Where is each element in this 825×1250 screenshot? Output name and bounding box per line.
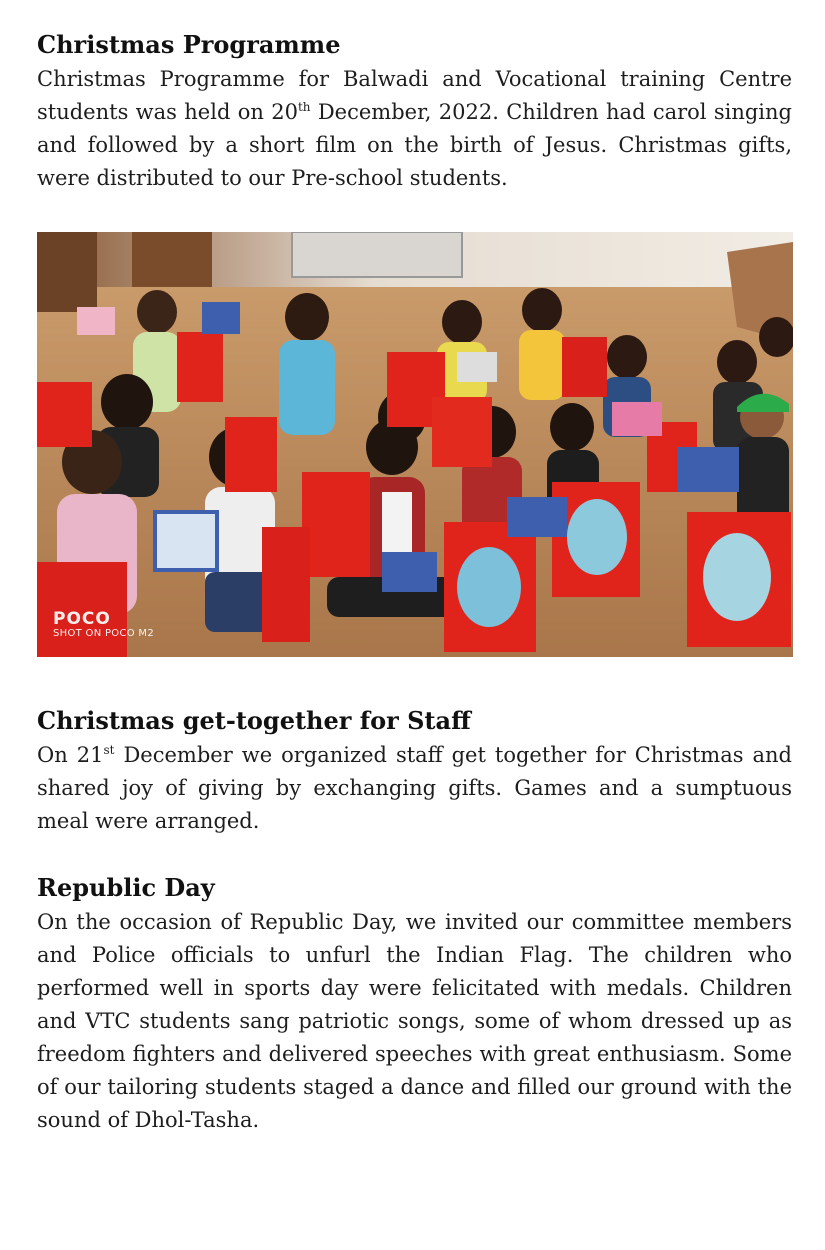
watermark-brand: POCO: [53, 609, 111, 629]
furniture-shape: [132, 232, 212, 287]
section-text-republic-day: On the occasion of Republic Day, we invited our committee members and Police officials to unfurl the Indian Flag. The children who performed well in sports day were felicitated with medals. Children and VTC students sang patriotic songs, some of whom dressed up as freedom fighters and delivered speeches with great enthusiasm. Some of our tailoring students staged a dance and filled our ground with the sound of Dhol-Tasha.: [37, 910, 792, 1132]
date-ordinal-suffix: th: [297, 100, 311, 114]
section-heading-staff-gettogether: Christmas get-together for Staff: [37, 706, 471, 735]
section-text-staff-gettogether: [37, 739, 792, 838]
section-staff-gettogether: [37, 706, 792, 838]
furniture-shape: [292, 232, 462, 277]
text-segment: December, 2022. Children had carol singing and followed by a short film on the birth of Jesus. Christmas gifts, were distributed to our Pre-school students.: [37, 100, 792, 190]
camera-watermark: [53, 610, 154, 640]
text-segment: Christmas Programme for Balwadi and Vocational training Centre students was held on 20: [37, 67, 792, 124]
date-ordinal-suffix: st: [103, 743, 115, 757]
section-heading-republic-day: Republic Day: [37, 873, 215, 902]
section-text-christmas-programme: [37, 63, 792, 195]
text-segment: On 21: [37, 743, 104, 767]
watermark-caption: SHOT ON POCO M2: [53, 628, 154, 639]
section-republic-day: [37, 873, 792, 1137]
christmas-group-photo: [37, 232, 793, 657]
section-heading-christmas-programme: Christmas Programme: [37, 30, 341, 59]
text-segment: December we organized staff get together for Christmas and shared joy of giving by exchanging gifts. Games and a sumptuous meal were arranged.: [37, 743, 793, 833]
photo-illustration: [37, 232, 793, 657]
section-christmas-programme: [37, 30, 792, 195]
furniture-shape: [37, 232, 97, 312]
